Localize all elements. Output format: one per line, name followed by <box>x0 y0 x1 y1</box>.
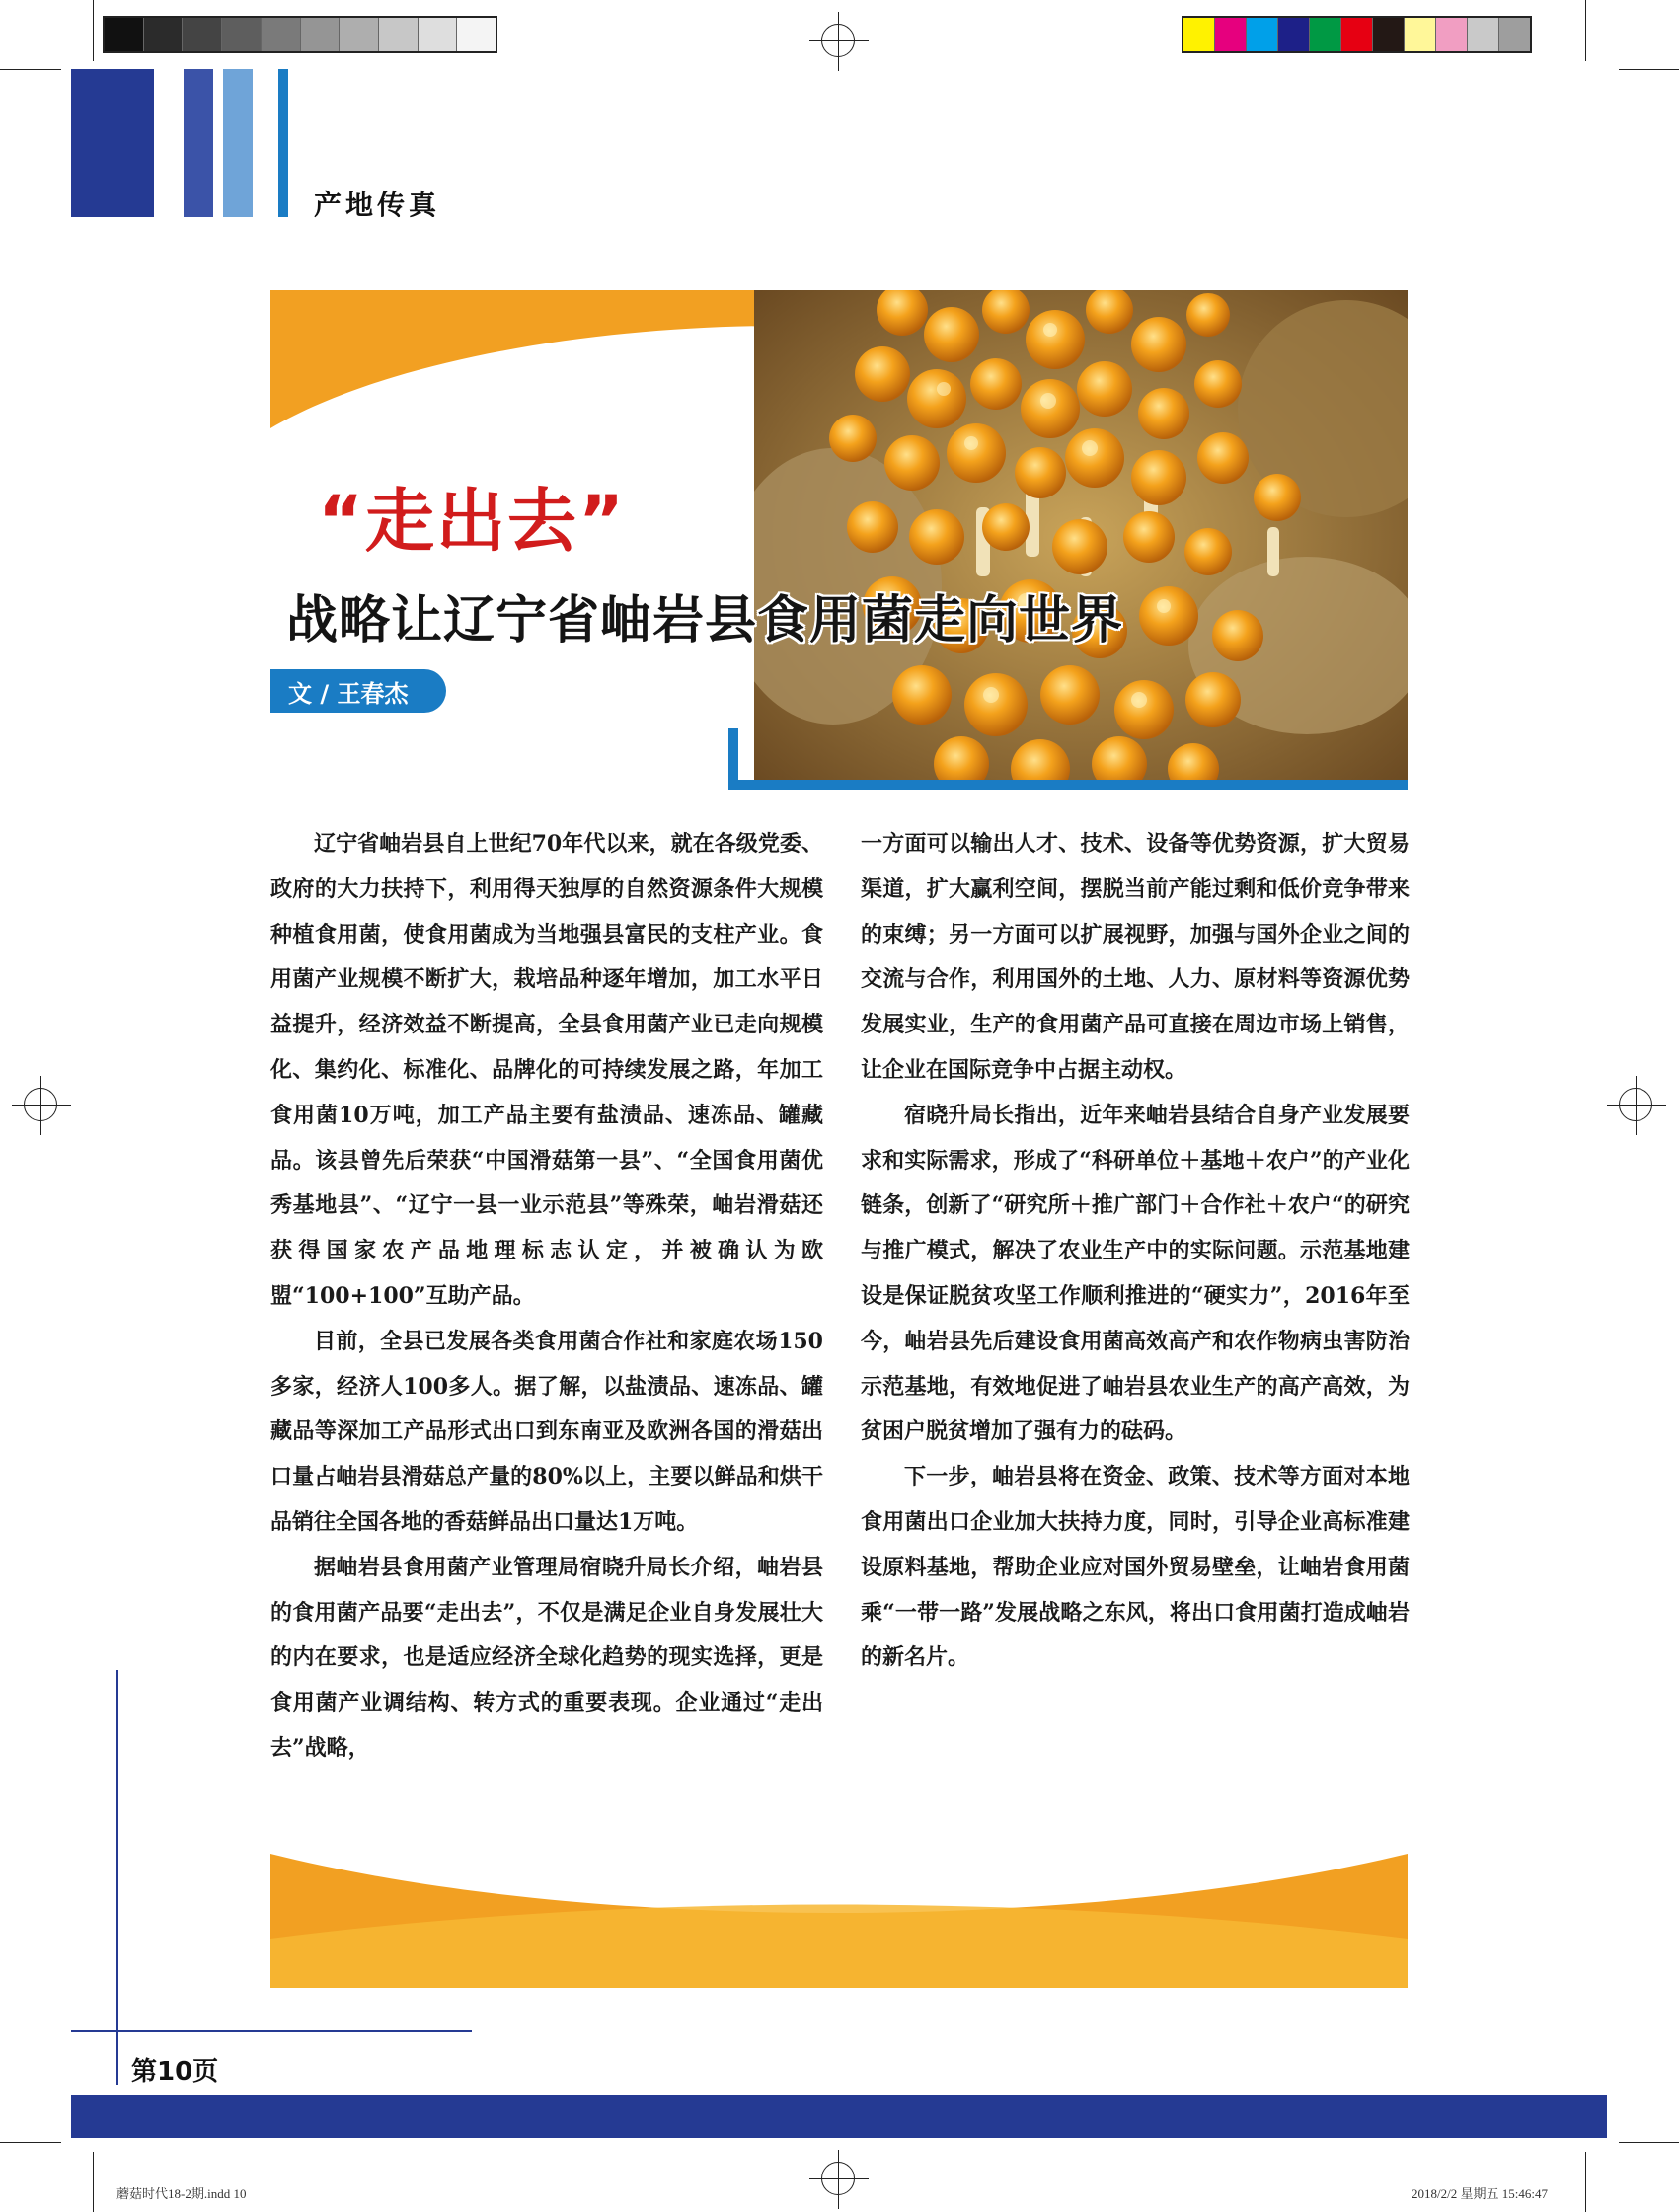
color-swatch <box>1341 18 1373 51</box>
gray-swatch <box>379 18 419 51</box>
author-byline <box>270 669 446 713</box>
paragraph: 宿晓升局长指出，近年来岫岩县结合自身产业发展要求和实际需求，形成了“科研单位＋基地＋农户”的产业化链条，创新了“研究所＋推广部门＋合作社＋农户“的研究与推广模式，解决了农业生产中的实际问题。示范基地建设是保证脱贫攻坚工作顺利推进的“硬实力”，2016年至今，岫岩县先后建设食用菌高效高产和农作物病虫害防治示范基地，有效地促进了岫岩县农业生产的高产高效，为贫困户脱贫增加了强有力的砝码。 <box>861 1102 1410 1445</box>
crop-mark <box>0 69 61 70</box>
grayscale-calibration-bar <box>103 16 497 53</box>
gray-swatch <box>340 18 379 51</box>
paragraph: 辽宁省岫岩县自上世纪70年代以来，就在各级党委、政府的大力扶持下，利用得天独厚的自然资源条件大规模种植食用菌，使食用菌成为当地强县富民的支柱产业。食用菌产业规模不断扩大，栽培品种逐年增加，加工水平日益提升，经济效益不断提高，全县食用菌产业已走向规模化、集约化、标准化、品牌化的可持续发展之路，年加工食用菌10万吨，加工产品主要有盐渍品、速冻品、罐藏品。该县曾先后荣获“中国滑菇第一县”、“全国食用菌优秀基地县”、“辽宁一县一业示范县”等殊荣，岫岩滑菇还获得国家农产品地理标志认定，并被确认为欧盟“100+100”互助产品。 <box>270 831 823 1309</box>
article-title-quote: “走出去” <box>318 481 627 562</box>
gray-swatch <box>222 18 262 51</box>
crop-mark <box>93 2152 94 2212</box>
color-calibration-bar <box>1182 16 1532 53</box>
gray-swatch <box>419 18 458 51</box>
color-swatch <box>1436 18 1468 51</box>
byline-text: 文 / 王春杰 <box>288 679 409 708</box>
paragraph: 一方面可以输出人才、技术、设备等优势资源，扩大贸易渠道，扩大赢利空间，摆脱当前产能过剩和低价竞争带来的束缚；另一方面可以扩展视野，加强与国外企业之间的交流与合作，利用国外的土地、人力、原材料等资源优势发展实业，生产的食用菌产品可直接在周边市场上销售，让企业在国际竞争中占据主动权。 <box>861 831 1410 1083</box>
color-swatch <box>1247 18 1278 51</box>
paragraph: 据岫岩县食用菌产业管理局宿晓升局长介绍，岫岩县的食用菌产品要“走出去”，不仅是满足企业自身发展壮大的内在要求，也是适应经济全球化趋势的现实选择，更是食用菌产业调结构、转方式的重要表现。企业通过“走出去”战略， <box>270 1554 823 1761</box>
registration-mark-right <box>1607 1076 1666 1135</box>
article-left-column <box>270 822 823 1772</box>
bottom-orange-wave <box>270 1854 1408 1988</box>
gray-swatch <box>457 18 496 51</box>
color-swatch <box>1183 18 1215 51</box>
header-bar-light <box>223 69 253 217</box>
side-rule <box>116 1670 118 2085</box>
crop-mark <box>1585 2152 1586 2212</box>
header-bar-thin <box>278 69 288 217</box>
crop-mark <box>1619 69 1679 70</box>
color-swatch <box>1405 18 1436 51</box>
hero-blue-accent-horizontal <box>728 780 1408 790</box>
page-number-rule <box>71 2030 472 2032</box>
color-swatch <box>1278 18 1310 51</box>
registration-mark-bottom <box>809 2150 869 2209</box>
gray-swatch <box>105 18 144 51</box>
article-right-column <box>861 822 1410 1681</box>
registration-mark-top <box>809 12 869 71</box>
hero-orange-swoosh <box>270 290 784 428</box>
article-title: 战略让辽宁省岫岩县食用菌走向世界 <box>286 591 1124 650</box>
gray-swatch <box>301 18 341 51</box>
color-swatch <box>1310 18 1341 51</box>
header-bar-navy <box>71 69 154 217</box>
paragraph: 目前，全县已发展各类食用菌合作社和家庭农场150多家，经济人100多人。据了解，以盐渍品、速冻品、罐藏品等深加工产品形式出口到东南亚及欧洲各国的滑菇出口量占岫岩县滑菇总产量的80%以上，主要以鲜品和烘干品销往全国各地的香菇鲜品出口量达1万吨。 <box>270 1328 823 1535</box>
color-swatch <box>1499 18 1530 51</box>
crop-mark <box>93 0 94 61</box>
gray-swatch <box>262 18 301 51</box>
color-swatch <box>1468 18 1499 51</box>
file-info: 蘑菇时代18-2期.indd 10 <box>116 2186 247 2201</box>
gray-swatch <box>144 18 184 51</box>
color-swatch <box>1373 18 1405 51</box>
crop-mark <box>1619 2142 1679 2143</box>
registration-mark-left <box>12 1076 71 1135</box>
paragraph: 下一步，岫岩县将在资金、政策、技术等方面对本地食用菌出口企业加大扶持力度，同时，引导企业高标准建设原料基地，帮助企业应对国外贸易壁垒，让岫岩食用菌乘“一带一路”发展战略之东风，将出口食用菌打造成岫岩的新名片。 <box>861 1464 1410 1671</box>
color-swatch <box>1215 18 1247 51</box>
mushroom-photo <box>754 290 1408 784</box>
print-timestamp: 2018/2/2 星期五 15:46:47 <box>1412 2186 1548 2201</box>
page-number: 第10页 <box>131 2057 219 2087</box>
gray-swatch <box>183 18 222 51</box>
section-label: 产地传真 <box>314 189 441 221</box>
footer-navy-band <box>71 2095 1607 2138</box>
crop-mark <box>0 2142 61 2143</box>
crop-mark <box>1585 0 1586 61</box>
header-bar-mid <box>184 69 213 217</box>
